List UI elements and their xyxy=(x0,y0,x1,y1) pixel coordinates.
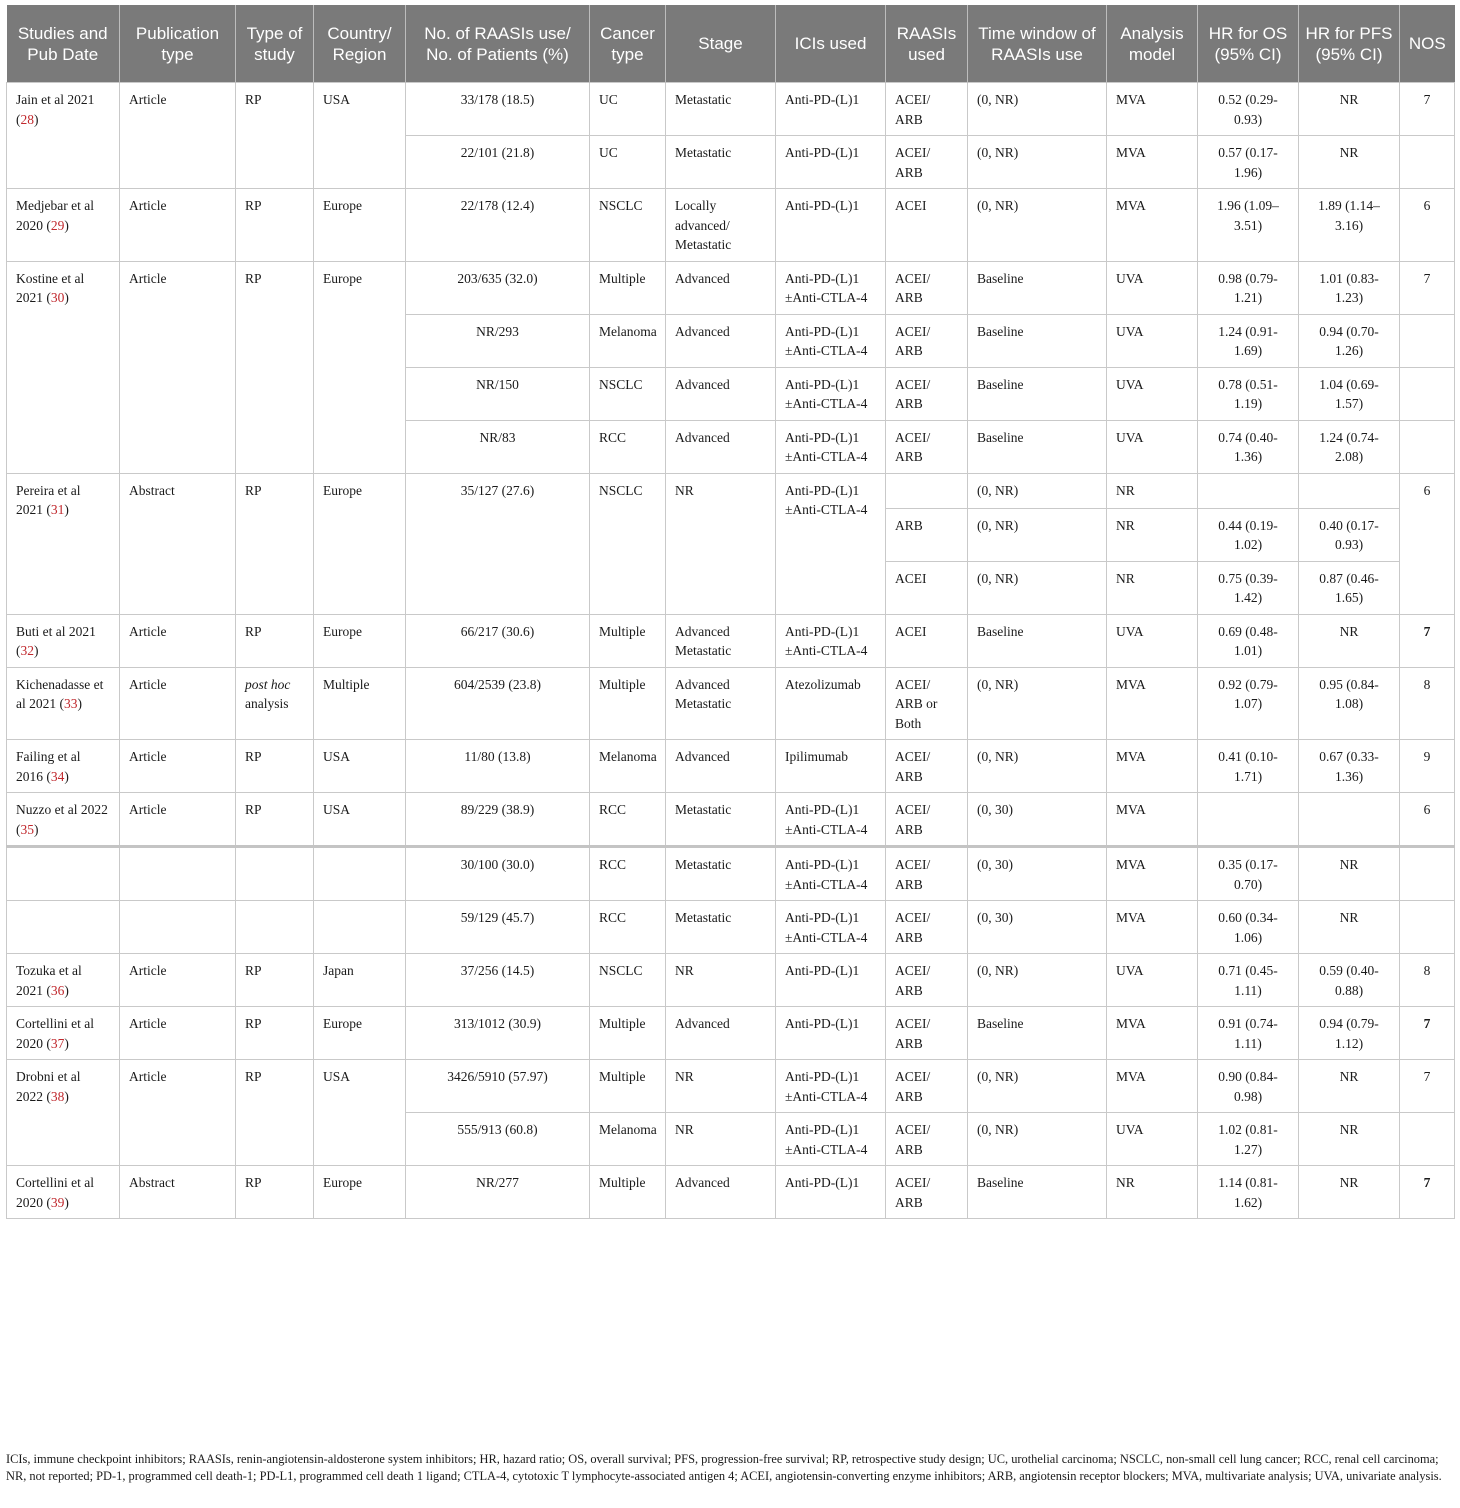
time-window-cell: (0, NR) xyxy=(968,561,1107,614)
raasi-cell: ACEI/ ARB xyxy=(886,793,968,847)
raasi-count-cell: 3426/5910 (57.97) xyxy=(406,1060,590,1113)
time-window-cell: (0, NR) xyxy=(968,473,1107,508)
raasi-count-cell: 59/129 (45.7) xyxy=(406,901,590,954)
stage-cell: Metastatic xyxy=(666,847,776,901)
raasi-cell: ACEI xyxy=(886,561,968,614)
hr-os-cell: 0.52 (0.29-0.93) xyxy=(1198,83,1299,136)
header-time-window: Time window of RAASIs use xyxy=(968,5,1107,83)
ici-cell: Anti-PD-(L)1 ±Anti-CTLA-4 xyxy=(776,793,886,847)
cancer-type-cell: NSCLC xyxy=(590,367,666,420)
raasi-count-cell: 604/2539 (23.8) xyxy=(406,667,590,740)
stage-cell: Advanced xyxy=(666,261,776,314)
table-row xyxy=(7,261,1455,314)
nos-cell: 8 xyxy=(1400,667,1455,740)
model-cell: MVA xyxy=(1107,189,1198,262)
study-name-cell: Failing et al 2016 (34) xyxy=(7,740,120,793)
raasi-cell: ACEI/ ARB xyxy=(886,261,968,314)
study-name-cell: Nuzzo et al 2022 (35) xyxy=(7,793,120,847)
time-window-cell: (0, NR) xyxy=(968,740,1107,793)
model-cell: MVA xyxy=(1107,901,1198,954)
nos-cell xyxy=(1400,901,1455,954)
time-window-cell: (0, NR) xyxy=(968,189,1107,262)
publication-type-cell xyxy=(120,847,236,901)
ici-cell: Anti-PD-(L)1 ±Anti-CTLA-4 xyxy=(776,1060,886,1113)
cancer-type-cell: UC xyxy=(590,136,666,189)
raasi-cell: ACEI/ ARB xyxy=(886,83,968,136)
country-cell: Multiple xyxy=(314,667,406,740)
nos-cell: 7 xyxy=(1400,261,1455,314)
table-row xyxy=(7,473,1455,508)
model-cell: MVA xyxy=(1107,667,1198,740)
country-cell: Europe xyxy=(314,473,406,614)
table-row xyxy=(7,1166,1455,1219)
model-cell: UVA xyxy=(1107,261,1198,314)
study-type-cell: RP xyxy=(236,261,314,473)
stage-cell: Metastatic xyxy=(666,136,776,189)
hr-os-cell xyxy=(1198,473,1299,508)
header-analysis-model: Analysis model xyxy=(1107,5,1198,83)
hr-pfs-cell: 1.01 (0.83-1.23) xyxy=(1299,261,1400,314)
nos-cell: 7 xyxy=(1400,1007,1455,1060)
nos-cell: 6 xyxy=(1400,793,1455,847)
stage-cell: Advanced Metastatic xyxy=(666,614,776,667)
header-raasis-used: RAASIs used xyxy=(886,5,968,83)
model-cell: MVA xyxy=(1107,793,1198,847)
model-cell: UVA xyxy=(1107,367,1198,420)
stage-cell: Metastatic xyxy=(666,83,776,136)
nos-cell xyxy=(1400,136,1455,189)
study-type-cell: RP xyxy=(236,614,314,667)
cancer-type-cell: UC xyxy=(590,83,666,136)
study-name-cell: Cortellini et al 2020 (39) xyxy=(7,1166,120,1219)
hr-os-cell: 0.74 (0.40-1.36) xyxy=(1198,420,1299,473)
country-cell: USA xyxy=(314,1060,406,1166)
table-row xyxy=(7,901,1455,954)
time-window-cell: Baseline xyxy=(968,1166,1107,1219)
header-country: Country/ Region xyxy=(314,5,406,83)
reference-link[interactable]: 32 xyxy=(20,643,34,658)
time-window-cell: (0, 30) xyxy=(968,793,1107,847)
raasi-count-cell: NR/83 xyxy=(406,420,590,473)
study-type-cell: RP xyxy=(236,1007,314,1060)
study-name-cell: Cortellini et al 2020 (37) xyxy=(7,1007,120,1060)
reference-link[interactable]: 37 xyxy=(50,1035,65,1051)
hr-pfs-cell: 1.04 (0.69-1.57) xyxy=(1299,367,1400,420)
model-cell: NR xyxy=(1107,1166,1198,1219)
model-cell: MVA xyxy=(1107,740,1198,793)
time-window-cell: (0, NR) xyxy=(968,136,1107,189)
stage-cell: Advanced xyxy=(666,1007,776,1060)
hr-os-cell: 0.92 (0.79-1.07) xyxy=(1198,667,1299,740)
hr-pfs-cell: NR xyxy=(1299,1166,1400,1219)
hr-os-cell: 0.69 (0.48-1.01) xyxy=(1198,614,1299,667)
publication-type-cell: Article xyxy=(120,667,236,740)
publication-type-cell: Article xyxy=(120,261,236,473)
time-window-cell: Baseline xyxy=(968,614,1107,667)
hr-pfs-cell: 0.40 (0.17-0.93) xyxy=(1299,508,1400,561)
header-cancer-type: Cancer type xyxy=(590,5,666,83)
stage-cell: NR xyxy=(666,473,776,614)
hr-pfs-cell xyxy=(1299,793,1400,847)
study-name-cell: Buti et al 2021 (32) xyxy=(7,614,120,667)
cancer-type-cell: Multiple xyxy=(590,1060,666,1113)
country-cell: Japan xyxy=(314,954,406,1007)
raasi-cell: ACEI/ ARB xyxy=(886,367,968,420)
ici-cell: Anti-PD-(L)1 ±Anti-CTLA-4 xyxy=(776,420,886,473)
header-stage: Stage xyxy=(666,5,776,83)
study-type-cell: RP xyxy=(236,189,314,262)
hr-os-cell: 1.02 (0.81-1.27) xyxy=(1198,1113,1299,1166)
nos-cell: 7 xyxy=(1400,83,1455,136)
stage-cell: Advanced xyxy=(666,740,776,793)
hr-pfs-cell: 0.87 (0.46-1.65) xyxy=(1299,561,1400,614)
table-row xyxy=(7,740,1455,793)
cancer-type-cell: Multiple xyxy=(590,614,666,667)
raasi-count-cell: 35/127 (27.6) xyxy=(406,473,590,614)
raasi-cell: ACEI/ ARB xyxy=(886,314,968,367)
header-hr-pfs: HR for PFS (95% CI) xyxy=(1299,5,1400,83)
reference-link[interactable]: 29 xyxy=(50,217,65,233)
study-name-cell: Drobni et al 2022 (38) xyxy=(7,1060,120,1166)
raasi-count-cell: 555/913 (60.8) xyxy=(406,1113,590,1166)
raasi-cell: ACEI/ ARB xyxy=(886,740,968,793)
stage-cell: NR xyxy=(666,954,776,1007)
time-window-cell: (0, NR) xyxy=(968,83,1107,136)
stage-cell: Advanced xyxy=(666,420,776,473)
header-publication-type: Publication type xyxy=(120,5,236,83)
header-type-of-study: Type of study xyxy=(236,5,314,83)
stage-cell: Advanced xyxy=(666,367,776,420)
hr-os-cell: 0.60 (0.34-1.06) xyxy=(1198,901,1299,954)
time-window-cell: Baseline xyxy=(968,261,1107,314)
model-cell: UVA xyxy=(1107,1113,1198,1166)
raasi-count-cell: 33/178 (18.5) xyxy=(406,83,590,136)
nos-cell xyxy=(1400,314,1455,367)
table-row xyxy=(7,189,1455,262)
study-name-cell: Jain et al 2021 (28) xyxy=(7,83,120,189)
hr-os-cell: 1.24 (0.91-1.69) xyxy=(1198,314,1299,367)
raasi-cell: ACEI/ ARB xyxy=(886,1166,968,1219)
ici-cell: Anti-PD-(L)1 ±Anti-CTLA-4 xyxy=(776,847,886,901)
ici-cell: Anti-PD-(L)1 ±Anti-CTLA-4 xyxy=(776,473,886,614)
study-type-cell: RP xyxy=(236,954,314,1007)
hr-os-cell: 0.71 (0.45-1.11) xyxy=(1198,954,1299,1007)
stage-cell: NR xyxy=(666,1113,776,1166)
country-cell: Europe xyxy=(314,189,406,262)
time-window-cell: (0, NR) xyxy=(968,667,1107,740)
time-window-cell: (0, 30) xyxy=(968,847,1107,901)
raasi-count-cell: NR/293 xyxy=(406,314,590,367)
study-type-cell: RP xyxy=(236,1166,314,1219)
header-icis-used: ICIs used xyxy=(776,5,886,83)
raasi-count-cell: NR/150 xyxy=(406,367,590,420)
table-row xyxy=(7,1060,1455,1113)
study-type-cell: RP xyxy=(236,83,314,189)
hr-pfs-cell: NR xyxy=(1299,901,1400,954)
hr-os-cell: 0.91 (0.74-1.11) xyxy=(1198,1007,1299,1060)
time-window-cell: (0, NR) xyxy=(968,1113,1107,1166)
time-window-cell: Baseline xyxy=(968,367,1107,420)
time-window-cell: Baseline xyxy=(968,1007,1107,1060)
country-cell: USA xyxy=(314,793,406,847)
publication-type-cell: Article xyxy=(120,614,236,667)
table-footnote: ICIs, immune checkpoint inhibitors; RAASIs, renin-angiotensin-aldosterone system inhibitors; HR, hazard ratio; OS, overall survival; PFS, progression-free survival; RP, retrospective study design; UC, urothelial carcinoma; NSCLC, non-small cell lung cancer; RCC, renal cell carcinoma; NR, not reported; PD-1, programmed cell death-1; PD-L1, programmed cell death 1 ligand; CTLA-4, cytotoxic T lymphocyte-associated antigen 4; ACEI, angiotensin-converting enzyme inhibitors; ARB, angiotensin receptor blockers; MVA, multivariate analysis; UVA, univariate analysis. xyxy=(6,1452,1442,1483)
study-type-cell: RP xyxy=(236,1060,314,1166)
table-row xyxy=(7,667,1455,740)
raasi-count-cell: 89/229 (38.9) xyxy=(406,793,590,847)
nos-cell xyxy=(1400,367,1455,420)
hr-pfs-cell: 0.95 (0.84-1.08) xyxy=(1299,667,1400,740)
nos-cell: 6 xyxy=(1400,473,1455,614)
hr-os-cell: 0.44 (0.19-1.02) xyxy=(1198,508,1299,561)
raasi-count-cell: 37/256 (14.5) xyxy=(406,954,590,1007)
reference-link[interactable]: 36 xyxy=(50,982,65,998)
study-name-cell: Kostine et al 2021 (30) xyxy=(7,261,120,473)
publication-type-cell: Abstract xyxy=(120,1166,236,1219)
header-study: Studies and Pub Date xyxy=(7,5,120,83)
publication-type-cell: Article xyxy=(120,954,236,1007)
hr-pfs-cell: 0.94 (0.70-1.26) xyxy=(1299,314,1400,367)
table-row xyxy=(7,847,1455,901)
model-cell: MVA xyxy=(1107,83,1198,136)
country-cell xyxy=(314,847,406,901)
model-cell: NR xyxy=(1107,508,1198,561)
country-cell: Europe xyxy=(314,1166,406,1219)
cancer-type-cell: RCC xyxy=(590,847,666,901)
model-cell: NR xyxy=(1107,561,1198,614)
raasi-cell: ACEI/ ARB xyxy=(886,136,968,189)
ici-cell: Anti-PD-(L)1 xyxy=(776,83,886,136)
ici-cell: Anti-PD-(L)1 ±Anti-CTLA-4 xyxy=(776,367,886,420)
ici-cell: Anti-PD-(L)1 xyxy=(776,954,886,1007)
raasi-count-cell: 11/80 (13.8) xyxy=(406,740,590,793)
publication-type-cell: Article xyxy=(120,1060,236,1166)
reference-link[interactable]: 31 xyxy=(50,502,65,517)
hr-pfs-cell: NR xyxy=(1299,83,1400,136)
study-type-cell: RP xyxy=(236,473,314,614)
cancer-type-cell: Multiple xyxy=(590,667,666,740)
country-cell: USA xyxy=(314,83,406,189)
publication-type-cell: Abstract xyxy=(120,473,236,614)
table-row xyxy=(7,954,1455,1007)
stage-cell: Locally advanced/ Metastatic xyxy=(666,189,776,262)
publication-type-cell: Article xyxy=(120,793,236,847)
study-type-cell: RP xyxy=(236,740,314,793)
raasi-cell: ACEI/ ARB xyxy=(886,1113,968,1166)
reference-link[interactable]: 34 xyxy=(50,768,65,784)
cancer-type-cell: RCC xyxy=(590,901,666,954)
header-hr-os: HR for OS (95% CI) xyxy=(1198,5,1299,83)
raasi-cell: ACEI/ ARB xyxy=(886,847,968,901)
hr-os-cell: 0.35 (0.17-0.70) xyxy=(1198,847,1299,901)
ici-cell: Anti-PD-(L)1 ±Anti-CTLA-4 xyxy=(776,314,886,367)
ici-cell: Ipilimumab xyxy=(776,740,886,793)
raasi-count-cell: 66/217 (30.6) xyxy=(406,614,590,667)
hr-os-cell: 0.75 (0.39-1.42) xyxy=(1198,561,1299,614)
reference-link[interactable]: 33 xyxy=(64,696,78,711)
raasi-cell: ACEI/ ARB xyxy=(886,1060,968,1113)
model-cell: MVA xyxy=(1107,1007,1198,1060)
ici-cell: Anti-PD-(L)1 ±Anti-CTLA-4 xyxy=(776,261,886,314)
country-cell: Europe xyxy=(314,614,406,667)
hr-os-cell xyxy=(1198,793,1299,847)
ici-cell: Anti-PD-(L)1 xyxy=(776,1166,886,1219)
time-window-cell: Baseline xyxy=(968,420,1107,473)
raasi-cell: ACEI/ ARB xyxy=(886,901,968,954)
raasi-cell: ARB xyxy=(886,508,968,561)
cancer-type-cell: Melanoma xyxy=(590,314,666,367)
study-type-cell: post hoc analysis xyxy=(236,667,314,740)
model-cell: UVA xyxy=(1107,614,1198,667)
study-type-cell: RP xyxy=(236,793,314,847)
study-name-cell: Medjebar et al 2020 (29) xyxy=(7,189,120,262)
nos-cell: 7 xyxy=(1400,1166,1455,1219)
hr-os-cell: 1.96 (1.09–3.51) xyxy=(1198,189,1299,262)
model-cell: UVA xyxy=(1107,314,1198,367)
table-row xyxy=(7,1007,1455,1060)
raasi-cell: ACEI/ ARB or Both xyxy=(886,667,968,740)
cancer-type-cell: NSCLC xyxy=(590,473,666,614)
hr-pfs-cell: NR xyxy=(1299,614,1400,667)
cancer-type-cell: Melanoma xyxy=(590,740,666,793)
raasi-count-cell: 22/178 (12.4) xyxy=(406,189,590,262)
header-raasi-count: No. of RAASIs use/ No. of Patients (%) xyxy=(406,5,590,83)
nos-cell: 6 xyxy=(1400,189,1455,262)
stage-cell: Advanced Metastatic xyxy=(666,667,776,740)
model-cell: MVA xyxy=(1107,136,1198,189)
raasi-count-cell: 313/1012 (30.9) xyxy=(406,1007,590,1060)
stage-cell: Metastatic xyxy=(666,901,776,954)
publication-type-cell: Article xyxy=(120,1007,236,1060)
header-nos: NOS xyxy=(1400,5,1455,83)
raasi-count-cell: NR/277 xyxy=(406,1166,590,1219)
country-cell: Europe xyxy=(314,261,406,473)
hr-os-cell: 1.14 (0.81-1.62) xyxy=(1198,1166,1299,1219)
hr-os-cell: 0.98 (0.79-1.21) xyxy=(1198,261,1299,314)
cancer-type-cell: NSCLC xyxy=(590,189,666,262)
stage-cell: Advanced xyxy=(666,1166,776,1219)
study-name-cell: Pereira et al 2021 (31) xyxy=(7,473,120,614)
table-row xyxy=(7,83,1455,136)
raasi-count-cell: 30/100 (30.0) xyxy=(406,847,590,901)
hr-pfs-cell: 1.24 (0.74-2.08) xyxy=(1299,420,1400,473)
hr-os-cell: 0.57 (0.17-1.96) xyxy=(1198,136,1299,189)
stage-cell: NR xyxy=(666,1060,776,1113)
model-cell: MVA xyxy=(1107,847,1198,901)
nos-cell: 8 xyxy=(1400,954,1455,1007)
hr-pfs-cell: 1.89 (1.14–3.16) xyxy=(1299,189,1400,262)
country-cell xyxy=(314,901,406,954)
study-type-cell xyxy=(236,901,314,954)
hr-pfs-cell: NR xyxy=(1299,847,1400,901)
raasi-count-cell: 22/101 (21.8) xyxy=(406,136,590,189)
time-window-cell: (0, 30) xyxy=(968,901,1107,954)
ici-cell: Anti-PD-(L)1 ±Anti-CTLA-4 xyxy=(776,614,886,667)
study-name-cell: Kichenadasse et al 2021 (33) xyxy=(7,667,120,740)
raasi-count-cell: 203/635 (32.0) xyxy=(406,261,590,314)
hr-pfs-cell: 0.59 (0.40-0.88) xyxy=(1299,954,1400,1007)
hr-os-cell: 0.78 (0.51-1.19) xyxy=(1198,367,1299,420)
nos-cell: 7 xyxy=(1400,614,1455,667)
reference-link[interactable]: 39 xyxy=(50,1194,65,1210)
cancer-type-cell: RCC xyxy=(590,793,666,847)
country-cell: Europe xyxy=(314,1007,406,1060)
hr-pfs-cell: 0.67 (0.33-1.36) xyxy=(1299,740,1400,793)
stage-cell: Advanced xyxy=(666,314,776,367)
time-window-cell: Baseline xyxy=(968,314,1107,367)
ici-cell: Anti-PD-(L)1 ±Anti-CTLA-4 xyxy=(776,901,886,954)
ici-cell: Anti-PD-(L)1 xyxy=(776,136,886,189)
hr-pfs-cell: NR xyxy=(1299,136,1400,189)
publication-type-cell xyxy=(120,901,236,954)
header-row xyxy=(7,5,1455,83)
time-window-cell: (0, NR) xyxy=(968,1060,1107,1113)
hr-os-cell: 0.41 (0.10-1.71) xyxy=(1198,740,1299,793)
ici-cell: Anti-PD-(L)1 ±Anti-CTLA-4 xyxy=(776,1113,886,1166)
hr-os-cell: 0.90 (0.84-0.98) xyxy=(1198,1060,1299,1113)
model-cell: UVA xyxy=(1107,420,1198,473)
ici-cell: Anti-PD-(L)1 xyxy=(776,1007,886,1060)
nos-cell xyxy=(1400,1113,1455,1166)
model-cell: UVA xyxy=(1107,954,1198,1007)
raasi-cell: ACEI xyxy=(886,614,968,667)
model-cell: MVA xyxy=(1107,1060,1198,1113)
raasi-cell: ACEI/ ARB xyxy=(886,420,968,473)
nos-cell: 9 xyxy=(1400,740,1455,793)
cancer-type-cell: Multiple xyxy=(590,1007,666,1060)
country-cell: USA xyxy=(314,740,406,793)
study-name-cell xyxy=(7,847,120,901)
hr-pfs-cell xyxy=(1299,473,1400,508)
model-cell: NR xyxy=(1107,473,1198,508)
study-name-cell: Tozuka et al 2021 (36) xyxy=(7,954,120,1007)
raasi-cell: ACEI xyxy=(886,189,968,262)
study-name-cell xyxy=(7,901,120,954)
ici-cell: Anti-PD-(L)1 xyxy=(776,189,886,262)
publication-type-cell: Article xyxy=(120,740,236,793)
nos-cell xyxy=(1400,847,1455,901)
cancer-type-cell: Multiple xyxy=(590,1166,666,1219)
hr-pfs-cell: NR xyxy=(1299,1060,1400,1113)
raasi-cell xyxy=(886,473,968,508)
hr-pfs-cell: NR xyxy=(1299,1113,1400,1166)
reference-link[interactable]: 28 xyxy=(20,111,34,127)
table-row xyxy=(7,614,1455,667)
hr-pfs-cell: 0.94 (0.79-1.12) xyxy=(1299,1007,1400,1060)
time-window-cell: (0, NR) xyxy=(968,954,1107,1007)
table-row xyxy=(7,793,1455,847)
ici-cell: Atezolizumab xyxy=(776,667,886,740)
publication-type-cell: Article xyxy=(120,83,236,189)
cancer-type-cell: NSCLC xyxy=(590,954,666,1007)
reference-link[interactable]: 38 xyxy=(50,1088,65,1104)
cancer-type-cell: RCC xyxy=(590,420,666,473)
study-type-cell xyxy=(236,847,314,901)
cancer-type-cell: Melanoma xyxy=(590,1113,666,1166)
nos-cell xyxy=(1400,420,1455,473)
nos-cell: 7 xyxy=(1400,1060,1455,1113)
reference-link[interactable]: 35 xyxy=(20,821,34,837)
time-window-cell: (0, NR) xyxy=(968,508,1107,561)
stage-cell: Metastatic xyxy=(666,793,776,847)
studies-table xyxy=(6,5,1455,1219)
cancer-type-cell: Multiple xyxy=(590,261,666,314)
raasi-cell: ACEI/ ARB xyxy=(886,1007,968,1060)
reference-link[interactable]: 30 xyxy=(50,290,65,305)
publication-type-cell: Article xyxy=(120,189,236,262)
raasi-cell: ACEI/ ARB xyxy=(886,954,968,1007)
